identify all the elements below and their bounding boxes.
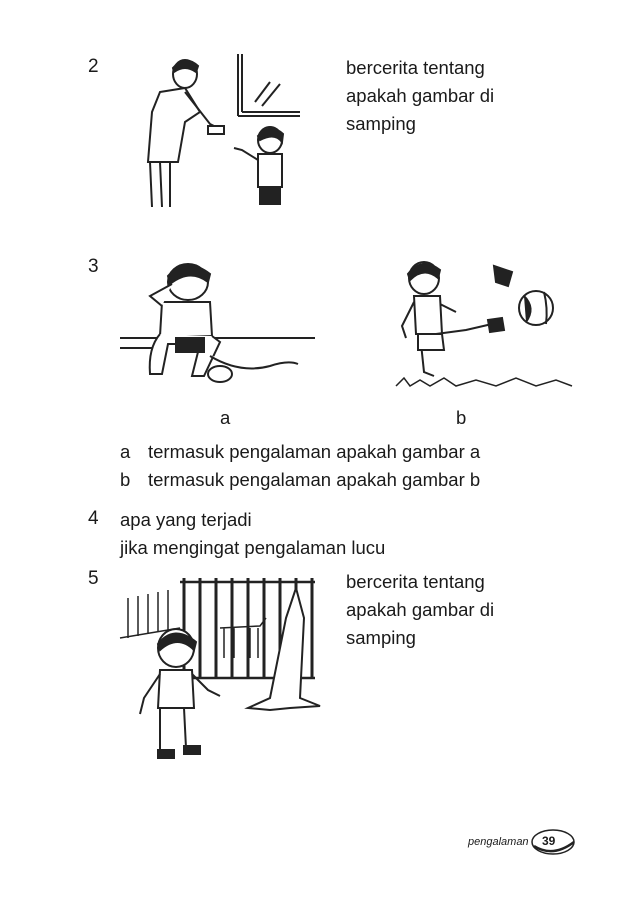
question-3-item-b — [120, 466, 480, 494]
item-text: termasuk pengalaman apakah gambar a — [148, 441, 481, 462]
question-5-text — [346, 568, 494, 652]
text-line: apa yang terjadi — [120, 509, 252, 530]
scared-boy-at-zoo-illustration — [120, 578, 330, 773]
item-letter: b — [120, 469, 131, 490]
question-4-text — [120, 506, 385, 562]
crying-boy-with-dead-cat-illustration — [120, 256, 315, 396]
text-line: apakah gambar di — [346, 599, 495, 620]
text-line: samping — [346, 113, 416, 134]
picture-label-a: a — [220, 407, 231, 428]
text-line: bercerita tentang — [346, 57, 485, 78]
item-letter: a — [120, 441, 131, 462]
question-2-text — [346, 54, 494, 138]
page-number: 39 — [542, 834, 556, 848]
item-text: termasuk pengalaman apakah gambar b — [148, 469, 481, 490]
man-giving-to-boy-illustration — [130, 52, 300, 212]
text-line: bercerita tentang — [346, 571, 485, 592]
text-line: apakah gambar di — [346, 85, 495, 106]
question-number-3: 3 — [88, 256, 99, 277]
boy-kicking-ball-illustration — [396, 254, 572, 396]
question-number-4: 4 — [88, 508, 99, 529]
picture-label-b: b — [456, 407, 467, 428]
question-3-item-a — [120, 438, 480, 466]
footer-section-label: pengalaman — [468, 836, 529, 848]
question-number-2: 2 — [88, 56, 99, 77]
question-number-5: 5 — [88, 568, 99, 589]
text-line: jika mengingat pengalaman lucu — [120, 537, 386, 558]
text-line: samping — [346, 627, 416, 648]
